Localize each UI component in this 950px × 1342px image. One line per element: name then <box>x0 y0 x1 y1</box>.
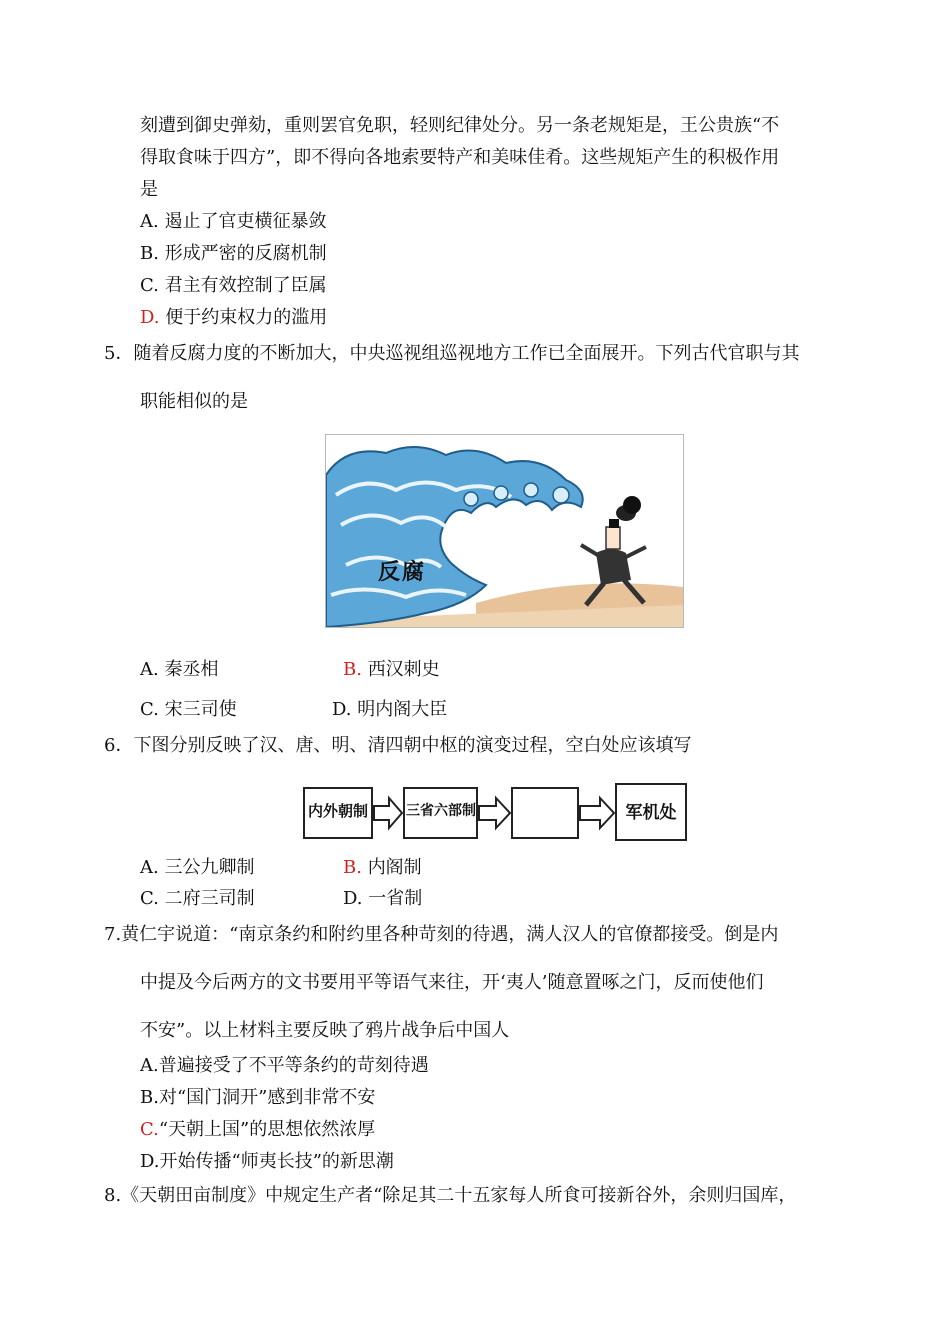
cartoon-drawing <box>326 435 683 627</box>
q6-option-d <box>343 887 422 911</box>
option-text: 遏止了官吏横征暴敛 <box>164 211 327 232</box>
q7-stem-line-3: 不安”。以上材料主要反映了鸦片战争后中国人 <box>140 1020 510 1041</box>
option-text: 形成严密的反腐机制 <box>164 243 327 264</box>
flow-box-2: 三省六部制 <box>406 803 476 819</box>
option-letter: C. <box>140 275 159 296</box>
q5-stem-line-2: 职能相似的是 <box>140 391 248 412</box>
q6-option-b <box>343 856 422 880</box>
q4-option-b <box>140 242 327 266</box>
option-text: 普遍接受了不平等条约的苛刻待遇 <box>158 1055 429 1076</box>
option-text: 对“国门洞开”感到非常不安 <box>158 1087 376 1108</box>
option-letter: D. <box>140 1151 160 1172</box>
option-text: 便于约束权力的滥用 <box>165 307 328 328</box>
q4-stem-line-2: 得取食味于四方”，即不得向各地索要特产和美味佳肴。这些规矩产生的积极作用 <box>140 147 780 168</box>
option-letter: D. <box>332 699 352 720</box>
evolution-flowchart <box>303 782 688 844</box>
q4-option-a <box>140 210 326 234</box>
option-letter: D. <box>343 888 363 909</box>
option-text: 内阁制 <box>367 857 422 878</box>
q5-option-a <box>140 658 218 682</box>
option-text: 开始传播“师夷长技”的新思潮 <box>159 1151 394 1172</box>
q5-stem-line-1: 5．随着反腐力度的不断加大，中央巡视组巡视地方工作已全面展开。下列古代官职与其 <box>104 343 800 364</box>
q6-option-a <box>140 856 254 880</box>
q4-stem-line-3: 是 <box>140 179 158 200</box>
cartoon-label: 反腐 <box>378 560 427 585</box>
answer-letter: B. <box>343 659 362 680</box>
q7-option-b <box>140 1086 375 1110</box>
option-text: 秦丞相 <box>164 659 219 680</box>
q7-option-c <box>140 1118 375 1142</box>
option-letter: A. <box>140 211 159 232</box>
q5-option-d <box>332 698 447 722</box>
flow-box-4: 军机处 <box>625 803 677 823</box>
option-text: 一省制 <box>368 888 423 909</box>
answer-letter: C. <box>140 1119 159 1140</box>
q5-option-c <box>140 698 237 722</box>
q4-option-d <box>140 306 327 330</box>
q4-option-c <box>140 274 327 298</box>
q7-option-d <box>140 1150 394 1174</box>
q7-stem-line-1: 7.黄仁宇说道：“南京条约和附约里各种苛刻的待遇，满人汉人的官僚都接受。倒是内 <box>104 924 779 945</box>
option-text: 三公九卿制 <box>164 857 255 878</box>
option-letter: A. <box>140 1055 159 1076</box>
option-text: 明内阁大臣 <box>357 699 448 720</box>
anti-corruption-cartoon <box>325 434 684 628</box>
option-letter: C. <box>140 699 159 720</box>
option-text: 二府三司制 <box>164 888 255 909</box>
option-letter: B. <box>140 1087 159 1108</box>
option-text: “天朝上国”的思想依然浓厚 <box>158 1119 376 1140</box>
q5-option-b <box>343 658 440 682</box>
option-letter: B. <box>140 243 159 264</box>
q7-option-a <box>140 1054 429 1078</box>
answer-letter: D. <box>140 307 160 328</box>
q4-stem-line-1: 刻遭到御史弹劾，重则罢官免职，轻则纪律处分。另一条老规矩是，王公贵族“不 <box>140 115 780 136</box>
q6-stem: 6．下图分别反映了汉、唐、明、清四朝中枢的演变过程，空白处应该填写 <box>104 735 692 756</box>
option-text: 君主有效控制了臣属 <box>164 275 327 296</box>
option-letter: A. <box>140 857 159 878</box>
option-letter: C. <box>140 888 159 909</box>
option-letter: A. <box>140 659 159 680</box>
q7-stem-line-2: 中提及今后两方的文书要用平等语气来往，开‘夷人’随意置啄之门，反而使他们 <box>140 972 764 993</box>
q6-option-c <box>140 887 255 911</box>
option-text: 西汉刺史 <box>367 659 440 680</box>
answer-letter: B. <box>343 857 362 878</box>
option-text: 宋三司使 <box>164 699 237 720</box>
q8-stem-line-1: 8.《天朝田亩制度》中规定生产者“除足其二十五家每人所食可接新谷外，余则归国库， <box>104 1185 797 1206</box>
flow-box-1: 内外朝制 <box>307 802 368 820</box>
